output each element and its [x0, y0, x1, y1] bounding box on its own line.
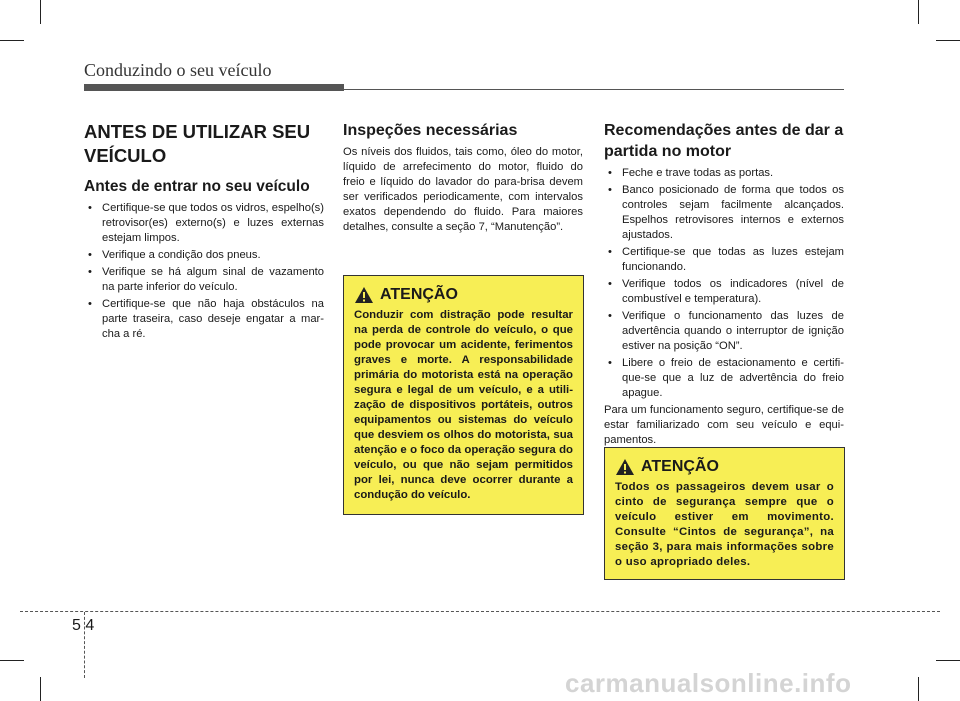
- list-item: • Verifique o funcionamento das luzes de advertência quando o interruptor de ignição estiver na posição “ON”.: [604, 309, 844, 354]
- list-item: • Verifique a condição dos pneus.: [84, 248, 324, 263]
- section-heading: Recomendações antes de dar a partida no motor: [604, 122, 844, 160]
- crop-mark: [40, 677, 41, 701]
- crop-mark: [918, 0, 919, 24]
- list-item: • Banco posicionado de forma que todos os controles sejam facilmente alcançados. Espelhos retrovisores internos e externos ajustados.: [604, 183, 844, 243]
- watermark: carmanualsonline.info: [565, 668, 852, 698]
- list-item: • Certifique-se que todos os vidros, espelho(s) retrovisor(es) externo(s) e luzes externas estejam limpos.: [84, 201, 324, 246]
- column-left: [84, 120, 324, 344]
- list-item: • Certifique-se que todas as luzes estejam funcionando.: [604, 245, 844, 275]
- column-right: [604, 120, 844, 448]
- list-item: • Feche e trave todas as portas.: [604, 166, 844, 181]
- warning-title: ATENÇÃO: [641, 458, 719, 475]
- column-middle: [343, 120, 583, 235]
- list-item: • Libere o freio de estacionamento e certifique-se que a luz de advertência do freio apague.: [604, 356, 844, 401]
- warning-header: [615, 458, 834, 476]
- body-text: Para um funcionamento seguro, certifique-se de estar familiarizado com seu veículo e equipamentos.: [604, 404, 844, 446]
- warning-title: ATENÇÃO: [380, 286, 458, 303]
- crop-mark: [936, 660, 960, 661]
- crop-mark: [0, 660, 24, 661]
- warning-box: [604, 447, 845, 580]
- warning-text: Conduzir com distração pode resultar na perda de controle do veículo, o que pode provocar um acidente, ferimentos graves e morte. A responsabilidade primária do motorista está na operação segura e legal de um veículo, e a utilização de dispositivos portáteis, outros equipamentos ou sistemas do veículo que desviem os olhos do motorista, sua atenção e o foco da operação segura do veículo, ou que não sejam permitidos por lei, nunca deve ocorrer durante a condução do veículo.: [354, 309, 573, 501]
- warning-box: [343, 275, 584, 515]
- warning-triangle-icon: [615, 458, 635, 476]
- page-header-title: Conduzindo o seu veículo: [84, 60, 272, 80]
- list-item: • Certifique-se que não haja obstáculos na parte traseira, caso deseje engatar a marcha a ré.: [84, 297, 324, 342]
- list-item: • Verifique todos os indicadores (nível de combustível e temperatura).: [604, 277, 844, 307]
- checklist: [604, 166, 844, 401]
- warning-header: [354, 286, 573, 304]
- subsection-heading: Antes de entrar no seu veículo: [84, 178, 310, 195]
- checklist: [84, 201, 324, 342]
- header-bar: [84, 84, 344, 91]
- page-number: 5 4: [72, 617, 95, 634]
- body-text: Os níveis dos fluidos, tais como, óleo do motor, líquido de arrefecimento do motor, fluido do freio e líquido do lavador do para-brisa devem ser verificados periodicamente, com intervalos exatos dependendo do fluido. Para maiores detalhes, consulte a seção 7, “Manutenção”.: [343, 146, 583, 233]
- list-item: • Verifique se há algum sinal de vazamento na parte inferior do veículo.: [84, 265, 324, 295]
- crop-mark: [918, 677, 919, 701]
- crop-mark: [0, 40, 24, 41]
- header-rule: [344, 89, 844, 90]
- section-heading: ANTES DE UTILIZAR SEU VEÍCULO: [84, 121, 311, 166]
- section-heading: Inspeções necessárias: [343, 122, 518, 139]
- crop-mark: [936, 40, 960, 41]
- warning-text: Todos os passageiros devem usar o cinto de segurança sempre que o veículo estiver em movimento. Consulte “Cintos de segurança”, na seção 3, para mais informações sobre o uso apropriado deles.: [615, 481, 834, 568]
- footer-rule: [20, 611, 940, 612]
- warning-triangle-icon: [354, 286, 374, 304]
- crop-mark: [40, 0, 41, 24]
